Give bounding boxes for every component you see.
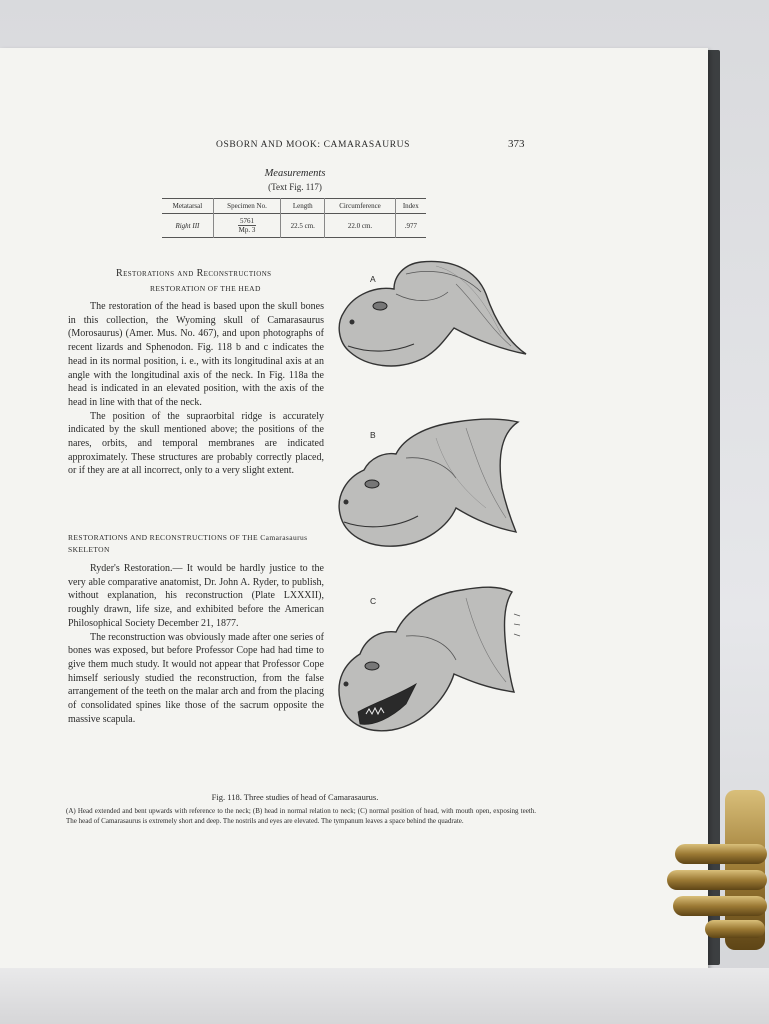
dinosaur-head-illustration-b bbox=[336, 418, 520, 550]
figure-label-b: B bbox=[370, 430, 376, 440]
col-metatarsal: Metatarsal bbox=[172, 202, 203, 210]
measurements-table bbox=[162, 198, 426, 238]
paragraph-4: The reconstruction was obviously made after one series of bones was exposed, but before Professor Cope had had time to give them much study. It would not appear that Professor Cope himself seriously studied the reconstruction, from the false arrangement of the teeth on the malar arch and from the placing of consolidated spines like those of the sacrum opposite the massive scapula. bbox=[68, 631, 324, 725]
cell-circumference: 22.0 cm. bbox=[325, 214, 395, 238]
figure-caption: Fig. 118. Three studies of head of Camarasaurus. bbox=[211, 792, 379, 802]
specimen-mp: Mp. 3 bbox=[238, 226, 256, 234]
cell-index: .977 bbox=[395, 214, 426, 238]
cell-metatarsal: Right III bbox=[175, 221, 200, 230]
paragraph-2: The position of the supraorbital ridge is accurately indicated by the skull mentioned above; the positions of the nares, orbits, and temporal membranes are indicated approximately. These structures are probably correctly placed, or if they are at all incorrect, only to a very slight extent. bbox=[68, 410, 324, 477]
dinosaur-head-illustration-c bbox=[336, 584, 522, 734]
measurements-title: Measurements bbox=[264, 168, 326, 179]
book-page bbox=[0, 48, 708, 970]
col-index: Index bbox=[395, 199, 426, 214]
paragraph-head-restoration bbox=[68, 300, 324, 478]
col-length: Length bbox=[281, 199, 325, 214]
figure-label-a: A bbox=[370, 274, 376, 284]
table-row bbox=[162, 214, 426, 238]
running-head: OSBORN AND MOOK: CAMARASAURUS bbox=[216, 140, 410, 150]
subsection-heading: RESTORATION OF THE HEAD bbox=[150, 284, 261, 293]
specimen-number: 5761 bbox=[240, 217, 254, 225]
col-circumference: Circumference bbox=[325, 199, 395, 214]
cell-length: 22.5 cm. bbox=[281, 214, 325, 238]
paragraph-1: The restoration of the head is based upon the skull bones in this collection, the Wyoming skull of Camarasaurus (Morosaurus) (Amer. Mus. No. 467), and upon photographs of recent lizards and Sphenodon. Fig. 118 b and c indicates the head in its normal position, i. e., with its longitudinal axis at an angle with the longitudinal axis of the neck. In Fig. 118a the head is indicated in an elevated position, with the axis of the head in line with that of the neck. bbox=[68, 301, 324, 408]
table-header-row bbox=[162, 199, 426, 214]
paragraph-3: Ryder's Restoration.— It would be hardly justice to the very able comparative anatomist, Dr. John A. Ryder, to publish, without explanation, his reconstruction (Plate LXXXII), roughly drawn, life size, and exhibited before the American Philosophical Society December 21, 1877. bbox=[68, 563, 324, 629]
heading-skeleton-reconstructions: RESTORATIONS AND RECONSTRUCTIONS OF THE Camarasaurus SKELETON bbox=[68, 533, 308, 554]
col-specimen: Specimen No. bbox=[213, 199, 280, 214]
figure-label-c: C bbox=[370, 596, 377, 606]
figure-legend: (A) Head extended and bent upwards with reference to the neck; (B) head in normal relation to neck; (C) normal position of head, with mouth open, exposing teeth. The head of Camarasaurus is extremely short and deep. The nostrils and eyes are elevated. The tympanum leaves a space behind the quadrate. bbox=[66, 807, 536, 825]
cell-specimen bbox=[213, 214, 280, 238]
page-number: 373 bbox=[508, 138, 525, 150]
paragraph-ryder bbox=[68, 562, 324, 726]
brass-book-stand bbox=[665, 786, 769, 951]
table-surface bbox=[0, 968, 769, 1024]
measurements-subtitle: (Text Fig. 117) bbox=[268, 182, 322, 192]
dinosaur-head-illustration-a bbox=[336, 254, 528, 380]
section-heading: Restorations and Reconstructions bbox=[116, 268, 272, 279]
